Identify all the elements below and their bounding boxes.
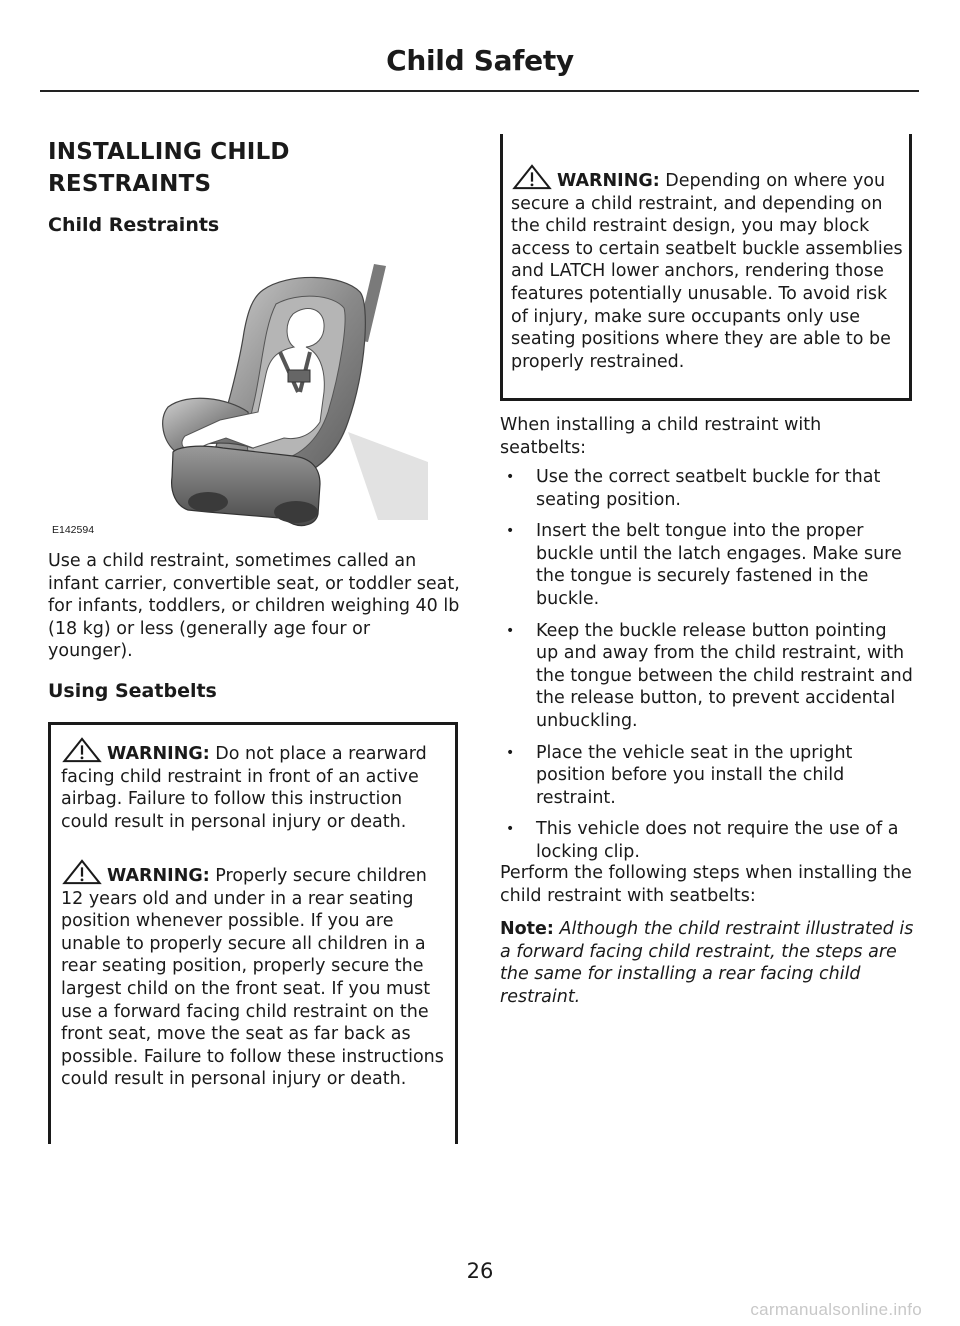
warning-text: Depending on where you secure a child restraint, and depending on the child restraint design, you may block access to certain seatbelt buckle assemblies and LATCH lower anchors, rendering those features potentially unusable. To avoid risk of injury, make sure occupants only use seating positions where they are able to be properly restrained.	[511, 171, 903, 372]
warning-label: WARNING:	[557, 171, 660, 191]
list-item: • Keep the buckle release button pointing up and away from the child restraint, with the tongue between the child restraint and the release button, to prevent accidental unbuckling.	[500, 620, 914, 733]
warning-label: WARNING:	[107, 744, 210, 764]
section-title: INSTALLING CHILD RESTRAINTS	[48, 139, 290, 197]
warning-secure-children	[61, 859, 453, 1091]
subheading-using-seatbelts: Using Seatbelts	[48, 680, 217, 702]
steps-intro: Perform the following steps when installing the child restraint with seatbelts:	[500, 863, 912, 906]
warning-triangle-icon	[511, 164, 553, 190]
subheading-child-restraints: Child Restraints	[48, 214, 220, 236]
warning-box-right	[500, 134, 912, 401]
child-seat-illustration-icon	[48, 252, 458, 540]
note-label: Note:	[500, 919, 554, 939]
warning-text: Properly secure children 12 years old and under in a rear seating position whenever possible. If you are unable to properly secure all children in a rear seating position, properly secure the largest child on the front seat. If you must use a forward facing child restraint on the front seat, move the seat as far back as possible. Failure to follow these instructions could result in personal injury or death.	[61, 866, 444, 1090]
warning-latch	[511, 164, 903, 373]
page-number: 26	[466, 1259, 494, 1283]
warning-rearward	[61, 737, 453, 833]
header-rule	[40, 90, 919, 92]
watermark: carmanualsonline.info	[750, 1300, 922, 1319]
warning-label: WARNING:	[107, 866, 210, 886]
warning-triangle-icon	[61, 859, 103, 885]
intro-paragraph: Use a child restraint, sometimes called an infant carrier, convertible seat, or toddler seat, for infants, toddlers, or children weighing 40 lb (18 kg) or less (generally age four or younger).	[48, 551, 460, 662]
list-item: • Use the correct seatbelt buckle for that seating position.	[500, 466, 914, 511]
list-item: • This vehicle does not require the use of a locking clip.	[500, 818, 914, 863]
warning-triangle-icon	[61, 737, 103, 763]
child-seat-figure	[48, 252, 458, 540]
page-header-title: Child Safety	[386, 44, 574, 77]
note-text: Although the child restraint illustrated is a forward facing child restraint, the steps are the same for installing a rear facing child restraint.	[500, 919, 914, 1007]
list-item: • Place the vehicle seat in the upright position before you install the child restraint.	[500, 742, 914, 810]
note-paragraph	[500, 918, 914, 1008]
installing-intro: When installing a child restraint with seatbelts:	[500, 415, 822, 458]
seatbelt-steps-list	[500, 466, 914, 873]
warning-text: Do not place a rearward facing child restraint in front of an active airbag. Failure to follow this instruction could result in personal injury or death.	[61, 744, 427, 832]
warning-box-left	[48, 722, 458, 1144]
list-item: • Insert the belt tongue into the proper buckle until the latch engages. Make sure the tongue is securely fastened in the buckle.	[500, 520, 914, 610]
figure-code: E142594	[52, 524, 95, 536]
